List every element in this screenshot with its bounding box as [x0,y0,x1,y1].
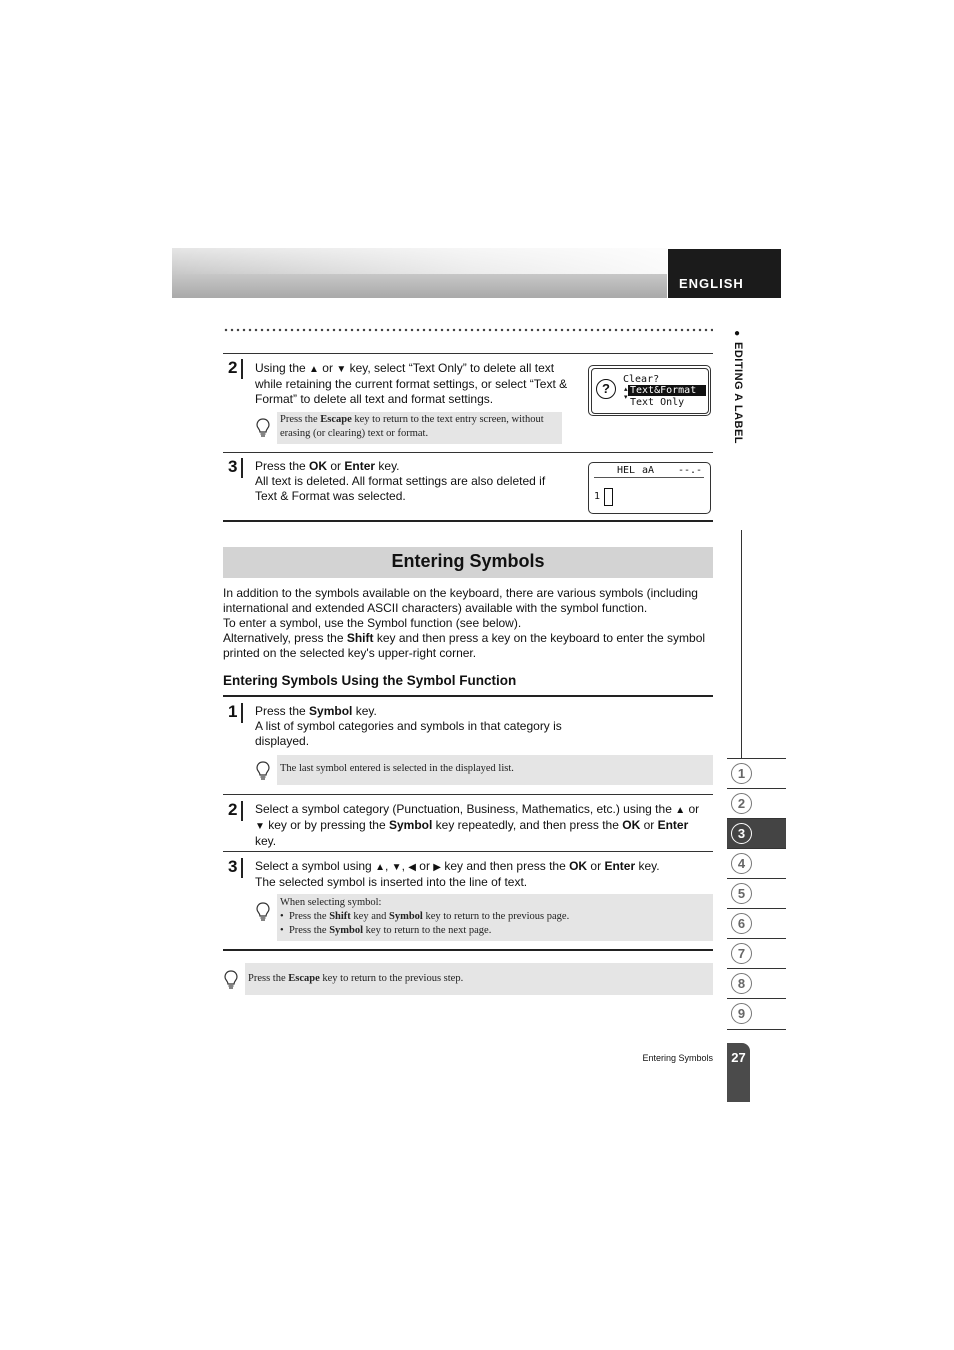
up-arrow-icon: ▲ [675,805,686,816]
chapter-tab-2[interactable] [727,788,786,819]
bullet-icon: ● [734,328,741,339]
step-text: Press the Symbol key. A list of symbol categories and symbols in that category is displayed. [255,704,562,748]
divider [223,695,713,697]
divider [223,452,713,453]
page-number: 27 [731,1050,746,1065]
step-number: 2 [228,800,238,819]
left-arrow-icon: ◀ [408,862,416,873]
note-text: Press the Escape key to return to the text entry screen, without erasing (or clearing) text or format. [280,414,544,439]
divider [223,353,713,354]
intro-paragraph: In addition to the symbols available on the keyboard, there are various symbols (including international and extended ASCII characters) available with the symbol function. To enter a symbol, use the Symbol function (see below). Alternatively, press the Shift key and then press a key on the keyboard to enter the symbol printed on the selected key's upper-right corner. [223,586,706,660]
bullet-icon: • [280,925,284,936]
lcd-option: Text Only [630,397,685,408]
section-side-label-text: EDITING A LABEL [732,342,744,445]
step-bar [241,858,243,878]
chapter-tab-8[interactable] [727,968,786,999]
step-bar [241,359,243,379]
section-title: Entering Symbols [391,551,545,571]
side-vertical-line [741,530,742,758]
chapter-number: 8 [731,973,752,994]
lightbulb-icon [256,761,270,781]
down-arrow-icon: ▼ [336,364,347,375]
chapter-tab-4[interactable] [727,848,786,879]
chapter-number: 3 [731,823,752,844]
dotted-divider [223,328,713,332]
step-bar [241,703,243,723]
divider [223,949,713,951]
chapter-number: 4 [731,853,752,874]
step-text: Press the OK or Enter key. All text is deleted. All format settings are also deleted if Text & Format was selected. [255,459,546,503]
chapter-tab-5[interactable] [727,878,786,909]
lcd-selected-option: Text&Format [628,385,706,396]
note-text: The last symbol entered is selected in the displayed list. [280,763,514,774]
chapter-number: 5 [731,883,752,904]
subsection-title: Entering Symbols Using the Symbol Function [223,673,517,688]
down-arrow-icon: ▼ [391,862,402,873]
divider [223,794,713,795]
lcd-separator [594,477,704,478]
step-text: Select a symbol using ▲, ▼, ◀ or ▶ key and then press the OK or Enter key. The selected symbol is inserted into the line of text. [255,859,660,889]
divider [223,520,713,522]
lightbulb-icon [256,902,270,922]
lcd-top-left: HEL [617,465,636,476]
right-arrow-icon: ▶ [433,862,441,873]
lcd-top-mid: aA [642,465,655,476]
divider [223,851,713,852]
step-bar [241,458,243,478]
note-text: Press the Escape key to return to the previous step. [248,973,464,984]
down-arrow-icon: ▼ [255,821,265,832]
lcd-line-number: 1 [594,491,601,502]
bullet-icon: • [280,911,284,922]
step-number: 3 [228,857,238,876]
up-arrow-icon: ▲ [375,862,385,873]
chapter-tab-3[interactable] [727,818,786,849]
step-number: 2 [228,358,238,377]
lightbulb-icon [256,418,270,438]
step-bar [241,801,243,821]
section-side-label [729,342,745,462]
lightbulb-icon [224,970,238,990]
lcd-title: Clear? [623,374,660,385]
chapter-number: 6 [731,913,752,934]
chapter-number: 1 [731,763,752,784]
lcd-top-right: --.- [678,465,703,476]
header-banner-highlight [172,248,667,274]
step-text: Select a symbol category (Punctuation, Business, Mathematics, etc.) using the ▲ or ▼ key or by pressing the Symbol key repeatedly, and then press the OK or Enter key. [255,802,700,848]
updown-icon: ▴ ▾ [624,386,628,401]
question-icon: ? [596,379,616,399]
chapter-tab-7[interactable] [727,938,786,969]
step-number: 1 [228,702,238,721]
step-text: Using the ▲ or ▼ key, select “Text Only” to delete all text while retaining the current format settings, or select “Text & Format” to delete all text and format settings. [255,361,568,406]
chapter-tab-6[interactable] [727,908,786,939]
language-label: ENGLISH [679,276,744,291]
step-number: 3 [228,457,238,476]
note-text: When selecting symbol: • Press the Shift key and Symbol key to return to the previous page. • Press the Symbol key to return to the next page. [280,897,570,936]
lcd-cursor [604,488,613,506]
footer-section-label: Entering Symbols [642,1053,713,1063]
chapter-number: 9 [731,1003,752,1024]
chapter-tab-1[interactable] [727,758,786,789]
chapter-tab-9[interactable] [727,998,786,1029]
chapter-number: 7 [731,943,752,964]
chapter-number: 2 [731,793,752,814]
up-arrow-icon: ▲ [309,364,319,375]
divider [727,1029,786,1030]
